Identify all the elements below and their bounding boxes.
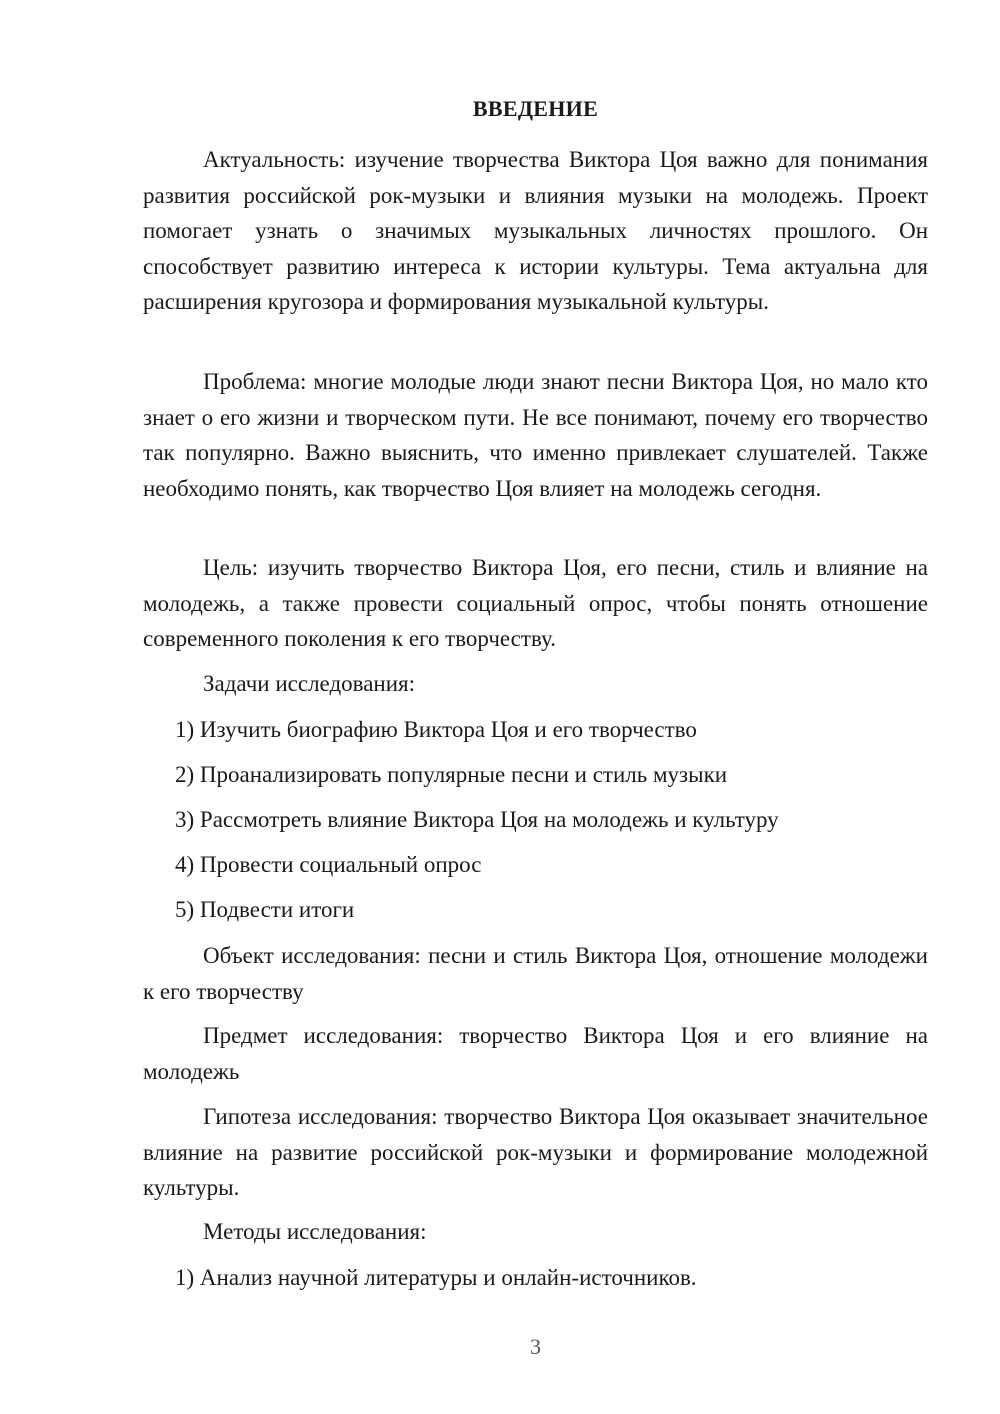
goal-paragraph: Цель: изучить творчество Виктора Цоя, его песни, стиль и влияние на молодежь, а также провести социальный опрос, чтобы понять отношение современного поколения к его творчеству. bbox=[143, 555, 928, 651]
page-number: 3 bbox=[530, 1334, 541, 1359]
method-item-1: 1) Анализ научной литературы и онлайн-источников. bbox=[175, 1265, 697, 1290]
document-page bbox=[143, 0, 928, 1414]
problem-paragraph: Проблема: многие молодые люди знают песни Виктора Цоя, но мало кто знает о его жизни и творческом пути. Не все понимают, почему его творчество так популярно. Важно выяснить, что именно привлекает слушателей. Также необходимо понять, как творчество Цоя влияет на молодежь сегодня. bbox=[143, 369, 928, 501]
task-item-2: 2) Проанализировать популярные песни и стиль музыки bbox=[175, 762, 728, 787]
methods-heading: Методы исследования: bbox=[203, 1219, 427, 1244]
task-item-1: 1) Изучить биографию Виктора Цоя и его творчество bbox=[175, 717, 697, 742]
task-item-3: 3) Рассмотреть влияние Виктора Цоя на молодежь и культуру bbox=[175, 807, 779, 832]
hypothesis-paragraph: Гипотеза исследования: творчество Виктора Цоя оказывает значительное влияние на развитие российской рок-музыки и формирование молодежной культуры. bbox=[143, 1104, 928, 1200]
object-paragraph: Объект исследования: песни и стиль Виктора Цоя, отношение молодежи к его творчеству bbox=[143, 943, 928, 1004]
tasks-heading: Задачи исследования: bbox=[203, 671, 416, 696]
section-heading: ВВЕДЕНИЕ bbox=[472, 96, 599, 121]
task-item-5: 5) Подвести итоги bbox=[175, 897, 355, 922]
task-item-4: 4) Провести социальный опрос bbox=[175, 852, 482, 877]
relevance-paragraph: Актуальность: изучение творчества Виктора Цоя важно для понимания развития российской рок-музыки и влияния музыки на молодежь. Проект помогает узнать о значимых музыкальных личностях прошлого. Он способствует развитию интереса к истории культуры. Тема актуальна для расширения кругозора и формирования музыкальной культуры. bbox=[143, 147, 928, 314]
subject-paragraph: Предмет исследования: творчество Виктора Цоя и его влияние на молодежь bbox=[143, 1023, 928, 1084]
